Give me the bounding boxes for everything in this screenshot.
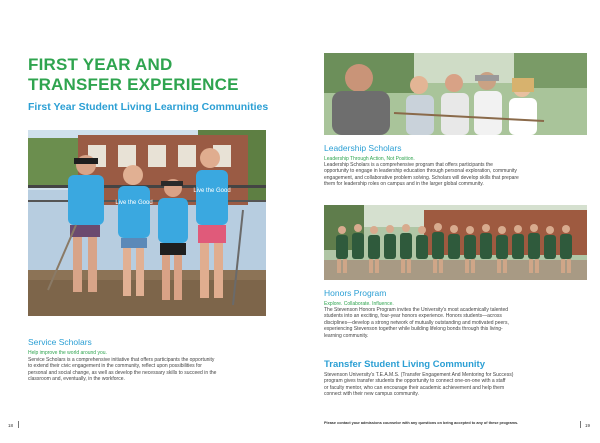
leadership-scholars-photo: [324, 53, 587, 135]
honors-photo-illustration: [324, 205, 587, 280]
svg-text:Live the Good: Live the Good: [193, 188, 231, 194]
transfer-community-body: Stevenson University's T.E.A.M.S. (Transfer Engagement And Mentoring for Success) program gives transfer students the opportunity to connect one-on-one with a staff or faculty mentor, who can encourage their academic achievement and help them connect with their new campus community.: [324, 372, 514, 398]
service-scholars-heading: Service Scholars: [28, 337, 92, 347]
admissions-footnote: Please contact your admissions counselor with any questions on being accepted to any of these programs.: [324, 421, 519, 425]
honors-program-tagline: Explore. Collaborate. Influence.: [324, 301, 394, 307]
transfer-community-heading: Transfer Student Living Community: [324, 359, 485, 370]
page-number: 19: [585, 423, 591, 428]
page-subtitle: First Year Student Living Learning Communities: [28, 101, 269, 113]
leadership-scholars-body: Leadership Scholars is a comprehensive program that offers participants the opportunity to engage in leadership education through personal exploration, community engagement, and collaborative problem solving. Scholars will develop skills that prepare them for leadership roles on campus and in the larger global community.: [324, 162, 519, 188]
title-line-2: TRANSFER EXPERIENCE: [28, 75, 239, 94]
honors-program-photo: [324, 205, 587, 280]
page-marker-tick: [18, 421, 19, 428]
leadership-photo-illustration: [324, 53, 587, 135]
leadership-scholars-heading: Leadership Scholars: [324, 143, 402, 153]
service-scholars-tagline: Help improve the world around you.: [28, 350, 107, 356]
page-marker-tick: [580, 421, 581, 428]
group-member-5: [509, 78, 537, 135]
title-line-1: FIRST YEAR AND: [28, 55, 173, 74]
page-title: [28, 55, 288, 95]
honors-program-body: The Stevenson Honors Program invites the University's most academically talented students into an exciting, four-year honors experience. Honors students—across disciplines—develop a strong network of mutually outstanding and motivated peers, experiencing Stevenson together while building lifelong bonds through this living- learning community.: [324, 307, 509, 339]
page-number: 18: [8, 423, 14, 428]
right-page: [300, 0, 600, 443]
honors-program-heading: Honors Program: [324, 288, 387, 298]
service-photo-illustration: [28, 130, 266, 316]
service-scholars-body: Service Scholars is a comprehensive initiative that offers participants the opportunity to extend their civic engagement in the community, reflect upon possibilities for personal and social change, as well as develop the necessary skills to succeed in the classroom and, eventually, in the workforce.: [28, 357, 217, 383]
service-scholars-photo: [28, 130, 266, 316]
leadership-scholars-tagline: Leadership Through Action, Not Position.: [324, 156, 415, 162]
svg-text:Live the Good: Live the Good: [115, 200, 153, 206]
